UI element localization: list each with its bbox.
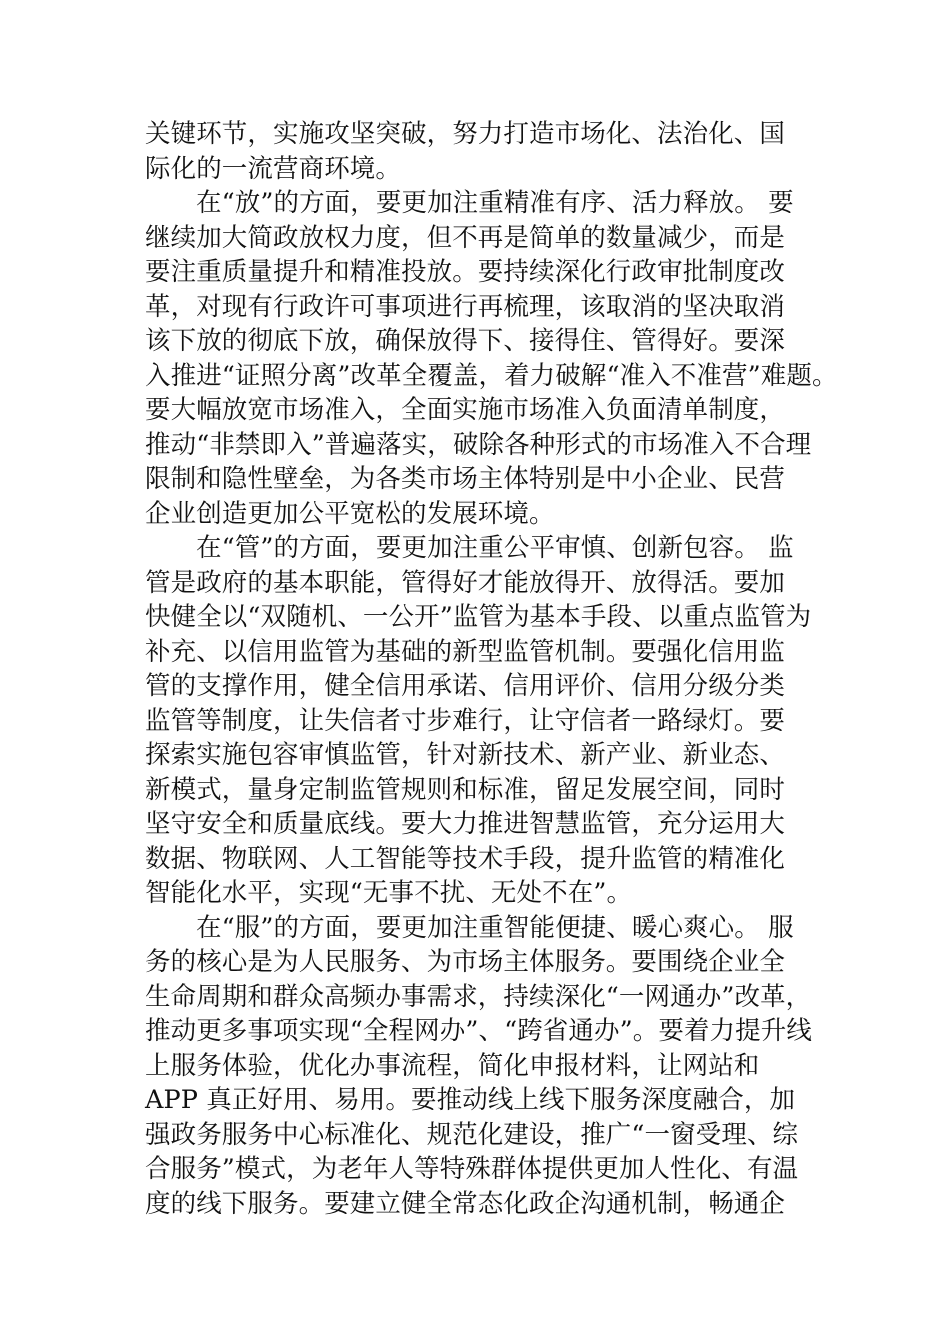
- paragraph-first-line: 在“放”的方面，要更加注重精准有序、活力释放。 要: [196, 188, 794, 218]
- text-line: 监管等制度，让失信者寸步难行，让守信者一路绿灯。要: [145, 705, 786, 736]
- text-line: 关键环节，实施攻坚突破，努力打造市场化、法治化、国: [145, 119, 786, 149]
- text-line: 限制和隐性壁垒，为各类市场主体特别是中小企业、民营: [145, 464, 786, 494]
- text-line: 推动“非禁即入”普遍落实，破除各种形式的市场准入不合理: [145, 429, 812, 460]
- text-line: 合服务”模式，为老年人等特殊群体提供更加人性化、有温: [145, 1154, 799, 1184]
- text-line: 强政务服务中心标准化、规范化建设，推广“一窗受理、综: [145, 1119, 799, 1150]
- paragraph-first-line: 在“管”的方面，要更加注重公平审慎、创新包容。 监: [196, 533, 794, 563]
- text-line: 企业创造更加公平宽松的发展环境。: [145, 498, 555, 529]
- text-line: 探索实施包容审慎监管，针对新技术、新产业、新业态、: [145, 740, 786, 770]
- text-line: 际化的一流营商环境。: [145, 153, 402, 184]
- text-line: 数据、物联网、人工智能等技术手段，提升监管的精准化: [145, 843, 786, 874]
- text-line: 上服务体验，优化办事流程，简化申报材料，让网站和: [145, 1050, 760, 1081]
- text-line: 务的核心是为人民服务、为市场主体服务。要围绕企业全: [145, 947, 786, 977]
- text-line: 补充、以信用监管为基础的新型监管机制。要强化信用监: [145, 636, 786, 667]
- text-line: 要大幅放宽市场准入，全面实施市场准入负面清单制度，: [145, 395, 786, 425]
- text-line: 该下放的彻底下放，确保放得下、接得住、管得好。要深: [145, 326, 786, 356]
- text-line: 智能化水平，实现“无事不扰、无处不在”。: [145, 878, 633, 908]
- text-line: 新模式，量身定制监管规则和标准，留足发展空间，同时: [145, 774, 786, 805]
- text-line: 要注重质量提升和精准投放。要持续深化行政审批制度改: [145, 257, 786, 287]
- text-line: 坚守安全和质量底线。要大力推进智慧监管，充分运用大: [145, 809, 786, 839]
- text-line: 入推进“证照分离”改革全覆盖，着力破解“准入不准营”难题。: [145, 360, 838, 391]
- text-line: 度的线下服务。要建立健全常态化政企沟通机制，畅通企: [145, 1188, 786, 1219]
- text-line: 生命周期和群众高频办事需求，持续深化“一网通办”改革，: [145, 981, 812, 1012]
- text-line: APP 真正好用、易用。要推动线上线下服务深度融合，加: [145, 1085, 796, 1115]
- text-line: 管的支撑作用，健全信用承诺、信用评价、信用分级分类: [145, 671, 786, 701]
- text-line: 继续加大简政放权力度，但不再是简单的数量减少，而是: [145, 222, 786, 253]
- text-line: 革，对现有行政许可事项进行再梳理，该取消的坚决取消: [145, 291, 786, 322]
- text-line: 管是政府的基本职能，管得好才能放得开、放得活。要加: [145, 567, 786, 598]
- text-line: 推动更多事项实现“全程网办”、“跨省通办”。要着力提升线: [145, 1016, 812, 1046]
- paragraph-first-line: 在“服”的方面，要更加注重智能便捷、暖心爽心。 服: [196, 912, 794, 943]
- body-text: [145, 117, 838, 1221]
- text-line: 快健全以“双随机、一公开”监管为基本手段、以重点监管为: [145, 602, 812, 632]
